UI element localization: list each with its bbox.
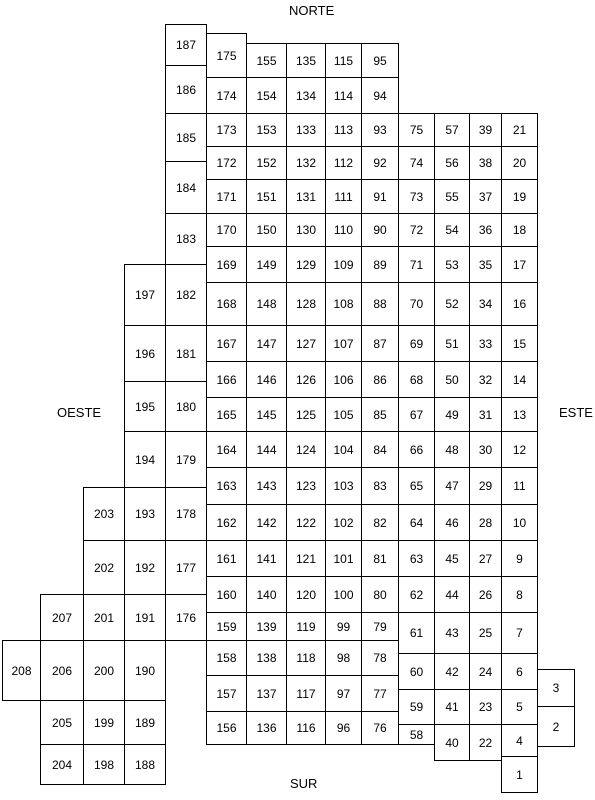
- lot-cell: 193: [124, 487, 166, 541]
- lot-cell: 117: [286, 675, 326, 712]
- lot-cell: 146: [246, 361, 287, 398]
- lot-cell: 135: [286, 43, 326, 78]
- lot-cell: 67: [398, 397, 435, 432]
- lot-cell: 96: [325, 711, 362, 745]
- lot-cell: 119: [286, 612, 326, 641]
- lot-cell: 70: [398, 282, 435, 326]
- lot-cell: 98: [325, 640, 362, 676]
- lot-cell: 38: [469, 146, 502, 180]
- lot-cell: 161: [206, 540, 247, 577]
- lot-cell: 202: [83, 540, 125, 595]
- lot-cell: 158: [206, 640, 247, 676]
- lot-cell: 8: [501, 576, 538, 613]
- lot-cell: 152: [246, 146, 287, 180]
- lot-cell: 103: [325, 467, 362, 505]
- lot-cell: 44: [434, 576, 470, 613]
- lot-cell: 30: [469, 431, 502, 468]
- lot-cell: 54: [434, 213, 470, 247]
- lot-cell: 127: [286, 325, 326, 362]
- lot-cell: 52: [434, 282, 470, 326]
- lot-cell: 114: [325, 77, 362, 114]
- lot-cell: 7: [501, 612, 538, 654]
- lot-cell: 176: [165, 594, 207, 641]
- lot-cell: 77: [361, 675, 399, 712]
- lot-cell: 81: [361, 540, 399, 577]
- lot-cell: 16: [501, 282, 538, 326]
- lot-cell: 128: [286, 282, 326, 326]
- lot-cell: 133: [286, 113, 326, 147]
- lot-cell: 82: [361, 504, 399, 541]
- lot-cell: 184: [165, 161, 207, 214]
- lot-cell: 139: [246, 612, 287, 641]
- lot-cell: 69: [398, 325, 435, 362]
- lot-cell: 31: [469, 397, 502, 432]
- lot-cell: 22: [469, 724, 502, 761]
- lot-cell: 178: [165, 487, 207, 541]
- lot-cell: 169: [206, 246, 247, 283]
- lot-cell: 143: [246, 467, 287, 505]
- lot-cell: 151: [246, 179, 287, 214]
- lot-cell: 175: [206, 33, 247, 78]
- lot-cell: 23: [469, 689, 502, 725]
- lot-cell: 199: [83, 700, 125, 745]
- lot-cell: 1: [501, 756, 538, 793]
- lot-cell: 84: [361, 431, 399, 468]
- lot-cell: 83: [361, 467, 399, 505]
- lot-cell: 153: [246, 113, 287, 147]
- lot-cell: 204: [40, 744, 84, 785]
- lot-cell: 123: [286, 467, 326, 505]
- east-label: ESTE: [559, 405, 593, 420]
- lot-cell: 142: [246, 504, 287, 541]
- lot-cell: 201: [83, 594, 125, 641]
- lot-cell: 183: [165, 213, 207, 265]
- lot-cell: 200: [83, 640, 125, 701]
- lot-cell: 208: [2, 640, 41, 701]
- lot-cell: 36: [469, 213, 502, 247]
- lot-cell: 20: [501, 146, 538, 180]
- lot-cell: 155: [246, 43, 287, 78]
- lot-cell: 136: [246, 711, 287, 745]
- lot-cell: 186: [165, 65, 207, 114]
- lot-cell: 72: [398, 213, 435, 247]
- lot-cell: 194: [124, 431, 166, 488]
- lot-cell: 15: [501, 325, 538, 362]
- lot-cell: 129: [286, 246, 326, 283]
- lot-cell: 88: [361, 282, 399, 326]
- lot-cell: 33: [469, 325, 502, 362]
- lot-cell: 197: [124, 264, 166, 326]
- lot-cell: 131: [286, 179, 326, 214]
- lot-cell: 121: [286, 540, 326, 577]
- lot-cell: 191: [124, 594, 166, 641]
- lot-cell: 12: [501, 431, 538, 468]
- lot-cell: 118: [286, 640, 326, 676]
- lot-cell: 165: [206, 397, 247, 432]
- lot-cell: 116: [286, 711, 326, 745]
- lot-cell: 182: [165, 264, 207, 326]
- lot-cell: 92: [361, 146, 399, 180]
- lot-cell: 66: [398, 431, 435, 468]
- lot-cell: 115: [325, 43, 362, 78]
- lot-cell: 9: [501, 540, 538, 577]
- lot-cell: 11: [501, 467, 538, 505]
- lot-cell: 148: [246, 282, 287, 326]
- lot-cell: 59: [398, 689, 435, 725]
- lot-cell: 94: [361, 77, 399, 114]
- lot-cell: 157: [206, 675, 247, 712]
- lot-cell: 91: [361, 179, 399, 214]
- lot-cell: 145: [246, 397, 287, 432]
- lot-cell: 205: [40, 700, 84, 745]
- lot-cell: 75: [398, 113, 435, 147]
- lot-cell: 57: [434, 113, 470, 147]
- lot-cell: 166: [206, 361, 247, 398]
- lot-cell: 63: [398, 540, 435, 577]
- lot-cell: 32: [469, 361, 502, 398]
- lot-cell: 58: [398, 724, 435, 745]
- lot-cell: 137: [246, 675, 287, 712]
- lot-cell: 111: [325, 179, 362, 214]
- lot-cell: 107: [325, 325, 362, 362]
- lot-cell: 56: [434, 146, 470, 180]
- lot-cell: 97: [325, 675, 362, 712]
- lot-cell: 171: [206, 179, 247, 214]
- lot-cell: 112: [325, 146, 362, 180]
- lot-cell: 79: [361, 612, 399, 641]
- lot-cell: 41: [434, 689, 470, 725]
- lot-cell: 192: [124, 540, 166, 595]
- lot-cell: 198: [83, 744, 125, 785]
- lot-cell: 24: [469, 653, 502, 690]
- lot-cell: 19: [501, 179, 538, 214]
- lot-cell: 40: [434, 724, 470, 761]
- lot-cell: 106: [325, 361, 362, 398]
- lot-cell: 25: [469, 612, 502, 654]
- lot-cell: 14: [501, 361, 538, 398]
- lot-cell: 85: [361, 397, 399, 432]
- lot-cell: 105: [325, 397, 362, 432]
- lot-cell: 120: [286, 576, 326, 613]
- lot-cell: 173: [206, 113, 247, 147]
- lot-cell: 132: [286, 146, 326, 180]
- lot-cell: 126: [286, 361, 326, 398]
- lot-cell: 195: [124, 381, 166, 432]
- lot-cell: 5: [501, 689, 538, 725]
- lot-cell: 188: [124, 744, 166, 785]
- lot-cell: 185: [165, 113, 207, 162]
- lot-cell: 108: [325, 282, 362, 326]
- lot-cell: 125: [286, 397, 326, 432]
- lot-cell: 34: [469, 282, 502, 326]
- lot-cell: 179: [165, 431, 207, 488]
- lot-cell: 160: [206, 576, 247, 613]
- lot-cell: 147: [246, 325, 287, 362]
- lot-cell: 37: [469, 179, 502, 214]
- lot-cell: 51: [434, 325, 470, 362]
- lot-cell: 61: [398, 612, 435, 654]
- lot-cell: 167: [206, 325, 247, 362]
- lot-cell: 141: [246, 540, 287, 577]
- lot-cell: 28: [469, 504, 502, 541]
- lot-cell: 43: [434, 612, 470, 654]
- lot-cell: 180: [165, 381, 207, 432]
- lot-cell: 144: [246, 431, 287, 468]
- lot-cell: 110: [325, 213, 362, 247]
- lot-cell: 134: [286, 77, 326, 114]
- lot-cell: 13: [501, 397, 538, 432]
- lot-cell: 159: [206, 612, 247, 641]
- south-label: SUR: [290, 776, 318, 791]
- lot-cell: 48: [434, 431, 470, 468]
- lot-cell: 89: [361, 246, 399, 283]
- lot-cell: 154: [246, 77, 287, 114]
- lot-cell: 21: [501, 113, 538, 147]
- lot-cell: 190: [124, 640, 166, 701]
- lot-cell: 196: [124, 325, 166, 382]
- west-label: OESTE: [57, 405, 102, 420]
- lot-cell: 17: [501, 246, 538, 283]
- lot-cell: 163: [206, 467, 247, 505]
- lot-cell: 78: [361, 640, 399, 676]
- lot-cell: 45: [434, 540, 470, 577]
- lot-cell: 150: [246, 213, 287, 247]
- lot-cell: 4: [501, 724, 538, 757]
- lot-cell: 140: [246, 576, 287, 613]
- lot-cell: 80: [361, 576, 399, 613]
- lot-cell: 99: [325, 612, 362, 641]
- lot-cell: 109: [325, 246, 362, 283]
- lot-cell: 90: [361, 213, 399, 247]
- lot-cell: 47: [434, 467, 470, 505]
- north-label: NORTE: [289, 3, 335, 18]
- lot-cell: 172: [206, 146, 247, 180]
- lot-cell: 6: [501, 653, 538, 690]
- lot-cell: 104: [325, 431, 362, 468]
- lot-cell: 49: [434, 397, 470, 432]
- lot-cell: 93: [361, 113, 399, 147]
- lot-cell: 174: [206, 77, 247, 114]
- lot-cell: 130: [286, 213, 326, 247]
- lot-cell: 39: [469, 113, 502, 147]
- lot-cell: 162: [206, 504, 247, 541]
- lot-cell: 101: [325, 540, 362, 577]
- lot-cell: 68: [398, 361, 435, 398]
- lot-cell: 113: [325, 113, 362, 147]
- lot-cell: 124: [286, 431, 326, 468]
- lot-cell: 3: [537, 669, 575, 707]
- lot-cell: 102: [325, 504, 362, 541]
- lot-cell: 207: [40, 594, 84, 641]
- lot-cell: 35: [469, 246, 502, 283]
- lot-cell: 86: [361, 361, 399, 398]
- lot-cell: 177: [165, 540, 207, 595]
- lot-cell: 65: [398, 467, 435, 505]
- lot-cell: 87: [361, 325, 399, 362]
- lot-cell: 100: [325, 576, 362, 613]
- lot-cell: 187: [165, 24, 207, 66]
- lot-cell: 206: [40, 640, 84, 701]
- lot-cell: 50: [434, 361, 470, 398]
- lot-cell: 27: [469, 540, 502, 577]
- lot-cell: 18: [501, 213, 538, 247]
- lot-cell: 64: [398, 504, 435, 541]
- lot-cell: 73: [398, 179, 435, 214]
- lot-cell: 42: [434, 653, 470, 690]
- lot-cell: 76: [361, 711, 399, 745]
- lot-cell: 2: [537, 706, 575, 747]
- lot-cell: 29: [469, 467, 502, 505]
- lot-cell: 26: [469, 576, 502, 613]
- lot-cell: 53: [434, 246, 470, 283]
- lot-cell: 122: [286, 504, 326, 541]
- lot-cell: 55: [434, 179, 470, 214]
- lot-cell: 71: [398, 246, 435, 283]
- lot-cell: 156: [206, 711, 247, 745]
- lot-cell: 10: [501, 504, 538, 541]
- lot-cell: 168: [206, 282, 247, 326]
- lot-cell: 189: [124, 700, 166, 745]
- lot-cell: 149: [246, 246, 287, 283]
- lot-cell: 46: [434, 504, 470, 541]
- lot-cell: 181: [165, 325, 207, 382]
- lot-cell: 74: [398, 146, 435, 180]
- lot-cell: 203: [83, 487, 125, 541]
- lot-cell: 62: [398, 576, 435, 613]
- lot-cell: 164: [206, 431, 247, 468]
- lot-cell: 138: [246, 640, 287, 676]
- lot-cell: 170: [206, 213, 247, 247]
- lot-cell: 95: [361, 43, 399, 78]
- lot-cell: 60: [398, 653, 435, 690]
